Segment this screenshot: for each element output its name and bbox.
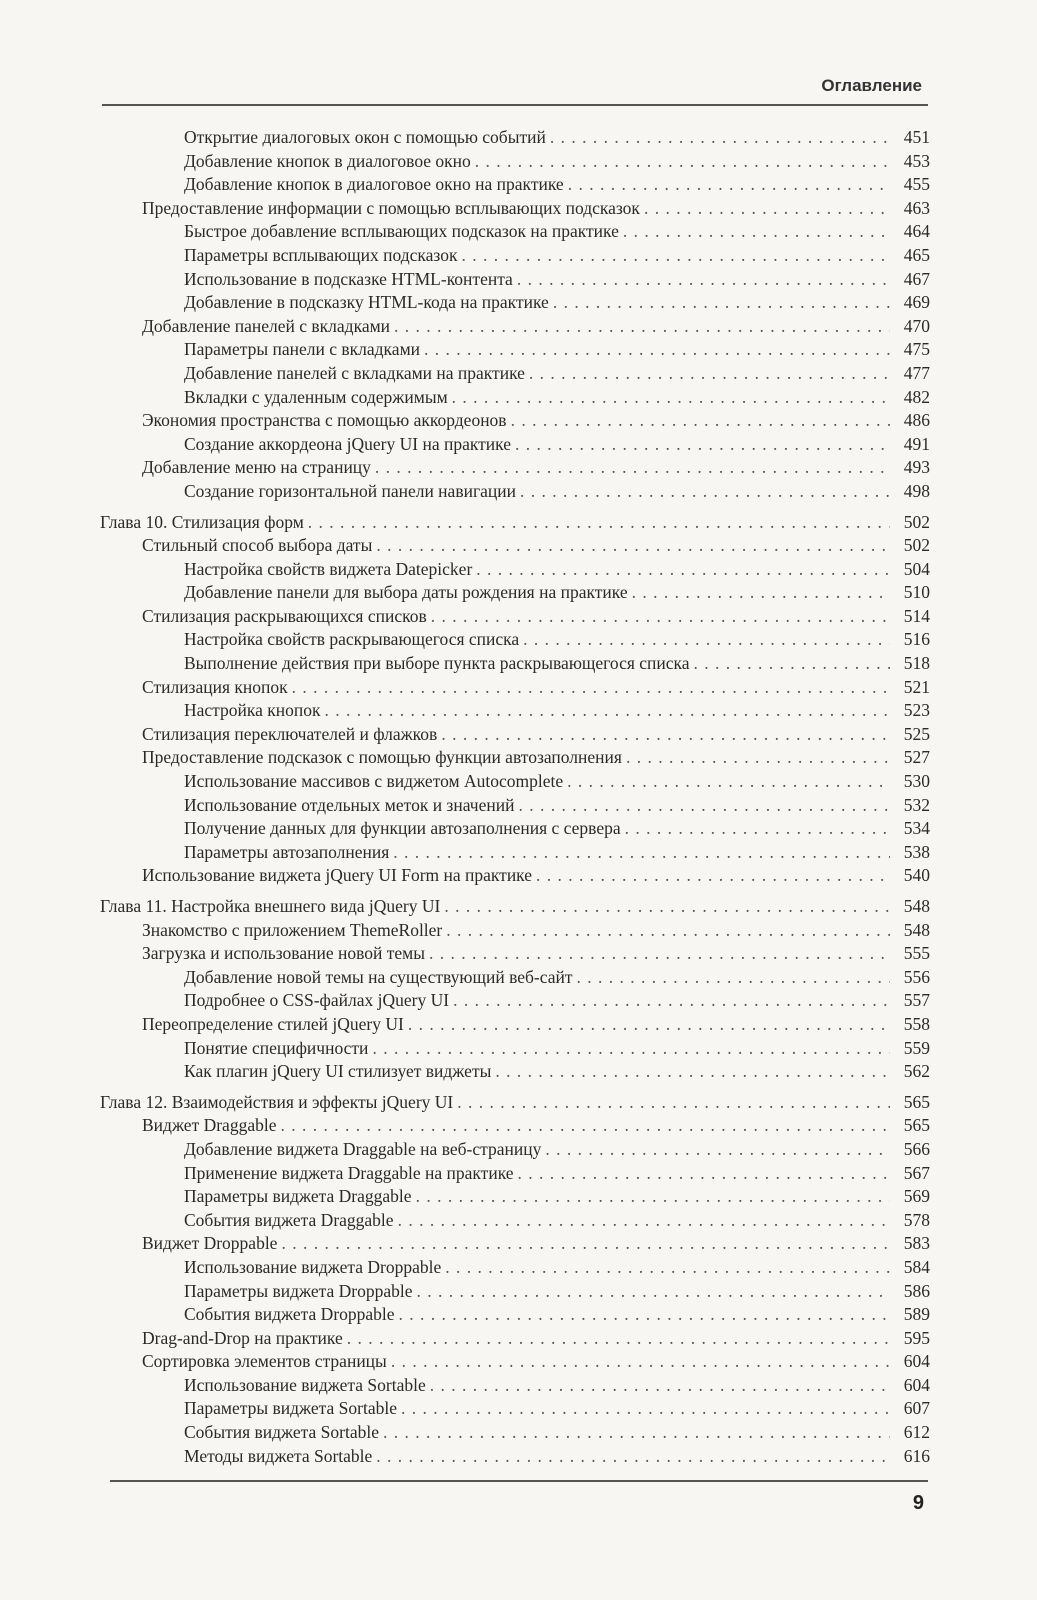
toc-entry-page: 493: [903, 457, 930, 478]
toc-entry-title: Добавление меню на страницу: [142, 457, 371, 478]
toc-entry-page: 565: [903, 1115, 930, 1136]
toc-entry-page: 607: [903, 1398, 930, 1419]
dot-leader: [416, 1185, 890, 1209]
dot-leader: [375, 456, 890, 480]
dot-leader: [445, 1256, 890, 1280]
toc-entry-title: События виджета Droppable: [184, 1304, 395, 1325]
toc-entry-title: Стилизация раскрывающихся списков: [142, 605, 427, 626]
toc-entry-page: 555: [903, 943, 930, 964]
toc-subsection-entry: [100, 817, 930, 841]
toc-section-entry: [100, 534, 930, 558]
toc-section-entry: [100, 942, 930, 966]
toc-subsection-entry: [100, 989, 930, 1013]
toc-subsection-entry: [100, 1280, 930, 1304]
toc-entry-page: 465: [903, 244, 930, 265]
toc-entry-title: Предоставление информации с помощью всплывающих подсказок: [142, 197, 640, 218]
dot-leader: [567, 770, 890, 794]
toc-section-entry: [100, 197, 930, 221]
toc-entry-title: Использование в подсказке HTML-контента: [184, 268, 513, 289]
toc-entry-title: Экономия пространства с помощью аккордеонов: [142, 410, 507, 431]
toc-entry-page: 616: [903, 1445, 930, 1466]
toc-subsection-entry: [100, 1397, 930, 1421]
toc-entry-page: 534: [903, 818, 930, 839]
toc-entry-page: 451: [903, 127, 930, 147]
toc-entry-page: 532: [903, 794, 930, 815]
toc-section-entry: [100, 746, 930, 770]
toc-entry-title: Добавление новой темы на существующий веб-сайт: [184, 966, 573, 987]
toc-subsection-entry: [100, 558, 930, 582]
toc-entry-page: 470: [903, 315, 930, 336]
toc-subsection-entry: [100, 220, 930, 244]
toc-entry-title: Знакомство с приложением ThemeRoller: [142, 919, 443, 940]
dot-leader: [441, 723, 890, 747]
toc-entry-title: Создание горизонтальной панели навигации: [184, 480, 516, 501]
toc-entry-title: Добавление виджета Draggable на веб-страницу: [184, 1138, 542, 1159]
toc-entry-title: Drag-and-Drop на практике: [142, 1327, 343, 1348]
toc-entry-title: Вкладки с удаленным содержимым: [184, 386, 448, 407]
toc-subsection-entry: [100, 770, 930, 794]
toc-subsection-entry: [100, 1421, 930, 1445]
dot-leader: [399, 1303, 890, 1327]
toc-chapter-entry: [100, 1091, 930, 1115]
toc-subsection-entry: [100, 244, 930, 268]
toc-subsection-entry: [100, 966, 930, 990]
dot-leader: [536, 864, 890, 888]
toc-entry-title: Параметры всплывающих подсказок: [184, 244, 458, 265]
toc-entry-page: 548: [903, 896, 930, 916]
toc-section-entry: [100, 723, 930, 747]
toc-subsection-entry: [100, 150, 930, 174]
dot-leader: [529, 362, 890, 386]
toc-entry-page: 486: [903, 410, 930, 431]
toc-subsection-entry: [100, 362, 930, 386]
dot-leader: [393, 841, 890, 865]
toc-entry-page: 566: [903, 1138, 930, 1159]
toc-entry-page: 604: [903, 1374, 930, 1395]
toc-section-entry: [100, 1232, 930, 1256]
dot-leader: [475, 150, 890, 174]
toc-section-entry: [100, 456, 930, 480]
dot-leader: [444, 895, 890, 919]
toc-entry-title: Применение виджета Draggable на практике: [184, 1162, 514, 1183]
toc-subsection-entry: [100, 1374, 930, 1398]
toc-entry-title: Использование отдельных меток и значений: [184, 794, 515, 815]
toc-entry-title: События виджета Draggable: [184, 1209, 394, 1230]
toc-subsection-entry: [100, 1185, 930, 1209]
toc-entry-page: 565: [903, 1091, 930, 1112]
toc-entry-page: 612: [903, 1422, 930, 1443]
dot-leader: [431, 605, 890, 629]
toc-entry-page: 518: [903, 653, 930, 674]
toc-entry-page: 548: [903, 919, 930, 940]
toc-entry-title: Создание аккордеона jQuery UI на практике: [184, 433, 511, 454]
toc-entry-page: 504: [903, 558, 930, 579]
dot-leader: [347, 1327, 890, 1351]
toc-entry-page: 521: [903, 676, 930, 697]
toc-entry-page: 583: [903, 1233, 930, 1254]
toc-entry-page: 514: [903, 605, 930, 626]
dot-leader: [325, 699, 890, 723]
toc-entry-page: 455: [903, 174, 930, 195]
dot-leader: [430, 1374, 890, 1398]
toc-subsection-entry: [100, 433, 930, 457]
dot-leader: [461, 244, 890, 268]
toc-subsection-entry: [100, 386, 930, 410]
dot-leader: [623, 220, 890, 244]
dot-leader: [453, 989, 890, 1013]
dot-leader: [523, 628, 890, 652]
dot-leader: [568, 173, 890, 197]
toc-subsection-entry: [100, 841, 930, 865]
toc-entry-title: Как плагин jQuery UI стилизует виджеты: [184, 1061, 492, 1082]
toc-entry-page: 559: [903, 1037, 930, 1058]
toc-chapter-entry: [100, 511, 930, 535]
table-of-contents: [100, 126, 930, 1468]
dot-leader: [495, 1060, 890, 1084]
dot-leader: [424, 338, 890, 362]
toc-entry-title: Использование виджета jQuery UI Form на практике: [142, 865, 533, 886]
dot-leader: [626, 746, 890, 770]
toc-chapter-entry: [100, 895, 930, 919]
toc-subsection-entry: [100, 581, 930, 605]
toc-entry-title: Виджет Draggable: [142, 1115, 277, 1136]
toc-entry-page: 516: [903, 629, 930, 650]
toc-entry-page: 556: [903, 966, 930, 987]
toc-entry-page: 540: [903, 865, 930, 886]
toc-entry-page: 523: [903, 700, 930, 721]
toc-section-entry: [100, 315, 930, 339]
toc-entry-title: Параметры виджета Draggable: [184, 1186, 412, 1207]
dot-leader: [376, 534, 890, 558]
dot-leader: [457, 1091, 890, 1115]
toc-subsection-entry: [100, 652, 930, 676]
dot-leader: [372, 1037, 890, 1061]
toc-entry-page: 584: [903, 1256, 930, 1277]
dot-leader: [308, 511, 890, 535]
toc-entry-title: Выполнение действия при выборе пункта раскрывающегося списка: [184, 653, 690, 674]
toc-entry-page: 527: [903, 747, 930, 768]
toc-entry-page: 578: [903, 1209, 930, 1230]
toc-entry-title: Виджет Droppable: [142, 1233, 278, 1254]
toc-entry-title: Стилизация переключателей и флажков: [142, 723, 438, 744]
toc-entry-page: 467: [903, 268, 930, 289]
toc-entry-page: 469: [903, 292, 930, 313]
toc-entry-title: Сортировка элементов страницы: [142, 1351, 387, 1372]
dot-leader: [553, 291, 890, 315]
toc-entry-page: 453: [903, 150, 930, 171]
toc-entry-title: Стильный способ выбора даты: [142, 535, 373, 556]
dot-leader: [625, 817, 890, 841]
toc-entry-title: Добавление панели для выбора даты рождения на практике: [184, 582, 628, 603]
toc-entry-page: 557: [903, 990, 930, 1011]
toc-entry-page: 567: [903, 1162, 930, 1183]
toc-entry-page: 569: [903, 1186, 930, 1207]
toc-entry-title: Добавление кнопок в диалоговое окно на практике: [184, 174, 564, 195]
dot-leader: [391, 1350, 890, 1374]
toc-entry-page: 463: [903, 197, 930, 218]
toc-entry-title: Стилизация кнопок: [142, 676, 288, 697]
dot-leader: [429, 942, 890, 966]
toc-entry-title: Параметры панели с вкладками: [184, 339, 421, 360]
dot-leader: [694, 652, 890, 676]
toc-entry-title: Глава 12. Взаимодействия и эффекты jQuery UI: [100, 1091, 454, 1112]
dot-leader: [577, 966, 890, 990]
toc-subsection-entry: [100, 1303, 930, 1327]
dot-leader: [394, 315, 890, 339]
toc-entry-page: 562: [903, 1061, 930, 1082]
dot-leader: [417, 1280, 890, 1304]
toc-entry-title: События виджета Sortable: [184, 1422, 380, 1443]
toc-entry-title: Добавление в подсказку HTML-кода на практике: [184, 292, 549, 313]
dot-leader: [550, 126, 890, 150]
toc-entry-title: Добавление панелей с вкладками: [142, 315, 391, 336]
toc-subsection-entry: [100, 126, 930, 150]
toc-subsection-entry: [100, 338, 930, 362]
page-footer: [110, 1480, 928, 1514]
toc-section-entry: [100, 676, 930, 700]
dot-leader: [446, 919, 890, 943]
toc-entry-title: Параметры виджета Sortable: [184, 1398, 397, 1419]
toc-entry-title: Использование виджета Droppable: [184, 1256, 442, 1277]
dot-leader: [518, 794, 890, 818]
toc-entry-title: Параметры автозаполнения: [184, 841, 390, 862]
dot-leader: [545, 1138, 890, 1162]
dot-leader: [644, 197, 890, 221]
dot-leader: [632, 581, 890, 605]
toc-entry-title: Глава 10. Стилизация форм: [100, 511, 304, 532]
toc-entry-page: 502: [903, 535, 930, 556]
toc-entry-page: 491: [903, 433, 930, 454]
toc-entry-page: 589: [903, 1304, 930, 1325]
toc-entry-page: 464: [903, 221, 930, 242]
dot-leader: [515, 433, 890, 457]
dot-leader: [476, 558, 890, 582]
dot-leader: [401, 1397, 890, 1421]
toc-entry-title: Настройка свойств виджета Datepicker: [184, 558, 473, 579]
toc-subsection-entry: [100, 1209, 930, 1233]
toc-section-entry: [100, 1350, 930, 1374]
toc-section-entry: [100, 1327, 930, 1351]
toc-subsection-entry: [100, 1037, 930, 1061]
toc-entry-page: 530: [903, 771, 930, 792]
toc-entry-title: Настройка свойств раскрывающегося списка: [184, 629, 520, 650]
toc-section-entry: [100, 605, 930, 629]
toc-entry-page: 510: [903, 582, 930, 603]
toc-section-entry: [100, 409, 930, 433]
toc-entry-page: 558: [903, 1013, 930, 1034]
toc-entry-title: Добавление панелей с вкладками на практике: [184, 362, 525, 383]
dot-leader: [511, 409, 890, 433]
toc-entry-title: Настройка кнопок: [184, 700, 321, 721]
toc-subsection-entry: [100, 1256, 930, 1280]
dot-leader: [376, 1445, 890, 1469]
toc-section-entry: [100, 919, 930, 943]
toc-section-entry: [100, 1114, 930, 1138]
dot-leader: [383, 1421, 890, 1445]
toc-entry-page: 538: [903, 841, 930, 862]
toc-entry-page: 604: [903, 1351, 930, 1372]
toc-subsection-entry: [100, 1162, 930, 1186]
toc-subsection-entry: [100, 794, 930, 818]
dot-leader: [280, 1114, 890, 1138]
toc-entry-page: 586: [903, 1280, 930, 1301]
toc-entry-title: Методы виджета Sortable: [184, 1445, 373, 1466]
toc-subsection-entry: [100, 480, 930, 504]
dot-leader: [452, 386, 890, 410]
toc-subsection-entry: [100, 1138, 930, 1162]
dot-leader: [517, 268, 890, 292]
toc-entry-title: Добавление кнопок в диалоговое окно: [184, 150, 471, 171]
toc-subsection-entry: [100, 173, 930, 197]
toc-entry-title: Параметры виджета Droppable: [184, 1280, 413, 1301]
page-number: 9: [912, 1492, 924, 1514]
page-header: [102, 70, 928, 106]
toc-subsection-entry: [100, 291, 930, 315]
toc-entry-page: 477: [903, 362, 930, 383]
toc-subsection-entry: [100, 699, 930, 723]
toc-entry-title: Понятие специфичности: [184, 1037, 369, 1058]
toc-entry-title: Предоставление подсказок с помощью функции автозаполнения: [142, 747, 622, 768]
toc-subsection-entry: [100, 268, 930, 292]
toc-entry-page: 595: [903, 1327, 930, 1348]
toc-entry-title: Глава 11. Настройка внешнего вида jQuery UI: [100, 896, 441, 916]
toc-entry-title: Открытие диалоговых окон с помощью событий: [184, 127, 546, 147]
dot-leader: [408, 1013, 890, 1037]
toc-section-entry: [100, 1013, 930, 1037]
toc-entry-title: Переопределение стилей jQuery UI: [142, 1013, 404, 1034]
toc-subsection-entry: [100, 1060, 930, 1084]
toc-subsection-entry: [100, 1445, 930, 1469]
toc-entry-title: Быстрое добавление всплывающих подсказок на практике: [184, 221, 619, 242]
toc-entry-title: Загрузка и использование новой темы: [142, 943, 425, 964]
toc-subsection-entry: [100, 628, 930, 652]
toc-entry-page: 525: [903, 723, 930, 744]
toc-entry-page: 482: [903, 386, 930, 407]
toc-entry-title: Использование виджета Sortable: [184, 1374, 426, 1395]
running-header-title: Оглавление: [821, 76, 922, 95]
toc-entry-page: 502: [903, 511, 930, 532]
dot-leader: [518, 1162, 890, 1186]
dot-leader: [520, 480, 890, 504]
toc-entry-page: 498: [903, 480, 930, 501]
toc-entry-title: Использование массивов с виджетом Autocomplete: [184, 771, 564, 792]
toc-entry-title: Подробнее о CSS-файлах jQuery UI: [184, 990, 450, 1011]
dot-leader: [398, 1209, 890, 1233]
toc-entry-page: 475: [903, 339, 930, 360]
dot-leader: [292, 676, 890, 700]
dot-leader: [281, 1232, 890, 1256]
toc-section-entry: [100, 864, 930, 888]
toc-entry-title: Получение данных для функции автозаполнения с сервера: [184, 818, 621, 839]
